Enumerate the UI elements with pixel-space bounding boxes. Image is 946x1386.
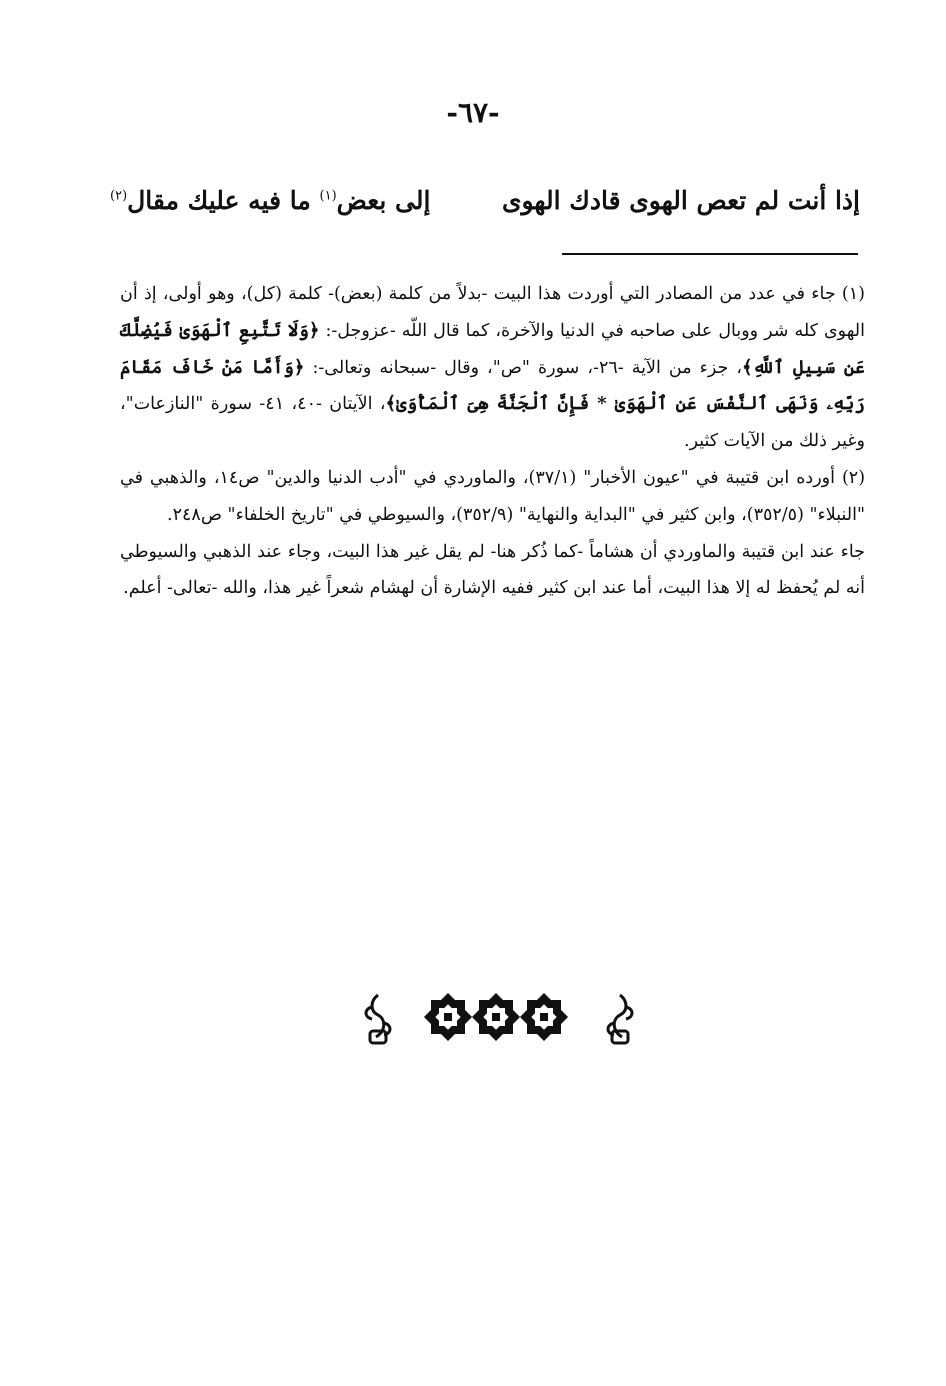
decorative-ornament [360,987,650,1047]
footnote-1 [120,276,865,460]
footnote-1-end: ، الآيتان -٤٠، ٤١- سورة "النازعات"، وغير ذلك من الآيات كثير. [120,394,865,452]
poem-verse [110,186,860,236]
footnote-2: (٢) أورده ابن قتيبة في "عيون الأخبار" (٣٧/١)، والماوردي في "أدب الدنيا والدين" ص١٤، والذهبي في "النبلاء" (٣٥٢/٥)، وابن كثير في "البداية والنهاية" (٣٥٢/٩)، والسيوطي في "تاريخ الخلفاء" ص٢٤٨. [120,467,866,525]
footnote-1-intro: (١) جاء في عدد من المصادر التي أوردت هذا البيت -بدلاً من كلمة (بعض)- كلمة (كل)، وهو أولى، إذ أن الهوى كله شر ووبال على صاحبه في الدنيا والآخرة، كما قال اللّه -عزوجل-: [120,284,865,341]
page-number: -٦٧- [446,96,500,129]
verse-second-part-2: ما فيه عليك مقال [127,186,320,215]
quran-quote-2: ﴿وَأَمَّا مَنْ خَافَ مَقَامَ رَبِّهِۦ وَنَهَى ٱلنَّفْسَ عَنِ ٱلْهَوَىٰ * فَإِنَّ ٱلْجَنَّةَ هِىَ ٱلْمَأْوَىٰ﴾ [120,356,865,415]
footnote-ref-1: (١) [319,188,337,204]
left-flourish-icon [366,995,390,1043]
right-flourish-icon [608,995,632,1043]
star-tiles-icon [424,993,568,1041]
ornament-icon [360,987,650,1047]
verse-first-hemistich: إذا أنت لم تعص الهوى قادك الهوى [501,186,860,215]
footnote-2-continuation: جاء عند ابن قتيبة والماوردي أن هشاماً -كما ذُكر هنا- لم يقل غير هذا البيت، وجاء عند الذهبي والسيوطي أنه لم يُحفظ له إلا هذا البيت، أما عند ابن كثير ففيه الإشارة أن لهشام شعراً غير هذا، والله -تعالى- أعلم. [120,541,865,599]
footnote-separator [562,253,858,255]
verse-second-part-1: إلى بعض [336,186,431,215]
footnote-1-middle: ، جزء من الآية -٢٦-، سورة "ص"، وقال -سبحانه وتعالى-: [304,357,743,378]
verse-second-hemistich [110,186,430,215]
footnote-ref-2: (٢) [110,188,128,204]
quran-quote-1: ﴿وَلَا تَتَّبِعِ ٱلْهَوَىٰ فَيُضِلَّكَ عَن سَبِيلِ ٱللَّهِ﴾ [120,319,865,378]
footnotes [120,276,865,607]
